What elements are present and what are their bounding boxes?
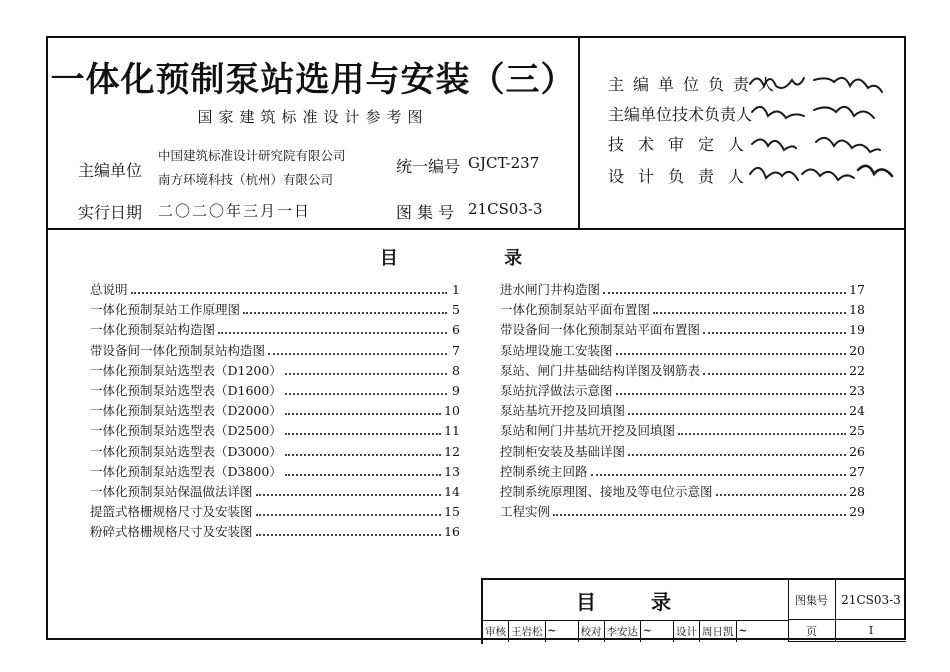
- toc-entry-page: 23: [849, 382, 865, 398]
- toc-entry-title: 一体化预制泵站平面布置图: [500, 302, 651, 318]
- toc-entry-page: 13: [444, 463, 460, 479]
- toc-entry: [500, 381, 865, 401]
- toc-entry-title: 一体化预制泵站选型表（D1600）: [90, 382, 282, 398]
- toc-entry: [500, 300, 865, 320]
- toc-leader-dots: [591, 473, 847, 476]
- toc-entry-page: 10: [444, 403, 460, 419]
- toc-entry: [90, 462, 460, 482]
- toc-entry-page: 25: [849, 423, 865, 439]
- toc-leader-dots: [131, 291, 447, 294]
- toc-entry-page: 22: [849, 362, 865, 378]
- resp-tech-reviewer: 技术审定人: [608, 135, 759, 154]
- toc-leader-dots: [285, 473, 441, 476]
- toc-leader-dots: [268, 352, 447, 355]
- handwritten-signature: [748, 66, 898, 196]
- toc-entry-title: 总说明: [90, 282, 128, 297]
- toc-entry-title: 提篮式格栅规格尺寸及安装图: [90, 504, 253, 520]
- toc-entry-page: 8: [452, 362, 460, 378]
- toc-leader-dots: [218, 331, 447, 334]
- toc-entry-page: 15: [444, 504, 460, 520]
- toc-entry-page: 18: [849, 302, 865, 318]
- toc-entry-title: 泵站和闸门井基坑开挖及回填图: [500, 423, 676, 439]
- toc-entry: [90, 442, 460, 462]
- toc-leader-dots: [628, 412, 846, 415]
- toc-entry-page: 16: [444, 524, 460, 540]
- tb-design-label: 设计: [674, 620, 700, 642]
- toc-leader-dots: [256, 493, 442, 496]
- toc-leader-dots: [678, 432, 846, 435]
- toc-leader-dots: [243, 311, 447, 314]
- toc-entry: [90, 401, 460, 421]
- toc-entry: [90, 421, 460, 441]
- toc-entry-title: 控制柜安装及基础详图: [500, 443, 626, 459]
- toc-leader-dots: [285, 372, 447, 375]
- toc-entry-page: 26: [849, 443, 865, 459]
- toc-entry-page: 14: [444, 483, 460, 499]
- toc-entry: [90, 280, 460, 300]
- toc-entry: [90, 381, 460, 401]
- editor-unit-2: 南方环境科技（杭州）有限公司: [158, 172, 334, 187]
- toc-entry-title: 泵站、闸门井基础结构详图及钢筋表: [500, 362, 701, 378]
- toc-entry-page: 17: [849, 282, 865, 297]
- toc-entry: [500, 482, 865, 502]
- toc-entry-title: 一体化预制泵站保温做法详图: [90, 483, 253, 499]
- toc-entry-title: 一体化预制泵站选型表（D1200）: [90, 362, 282, 378]
- title-block: [481, 578, 906, 644]
- toc-entry-title: 粉碎式格栅规格尺寸及安装图: [90, 524, 253, 540]
- toc-entry: [500, 401, 865, 421]
- toc-entry: [500, 341, 865, 361]
- toc-entry-title: 控制系统主回路: [500, 463, 588, 479]
- toc-heading: 目 录: [379, 248, 573, 269]
- tb-checker-signature: ~: [641, 620, 674, 642]
- tb-reviewer: 王岩松: [509, 620, 546, 642]
- tb-designer: 周日凯: [700, 620, 737, 642]
- toc-entry-page: 27: [849, 463, 865, 479]
- toc-entry-page: 29: [849, 504, 865, 520]
- tb-checker: 李安达: [605, 620, 642, 642]
- toc-entry-page: 19: [849, 322, 865, 338]
- toc-entry: [500, 280, 865, 300]
- toc-leader-dots: [285, 392, 447, 395]
- toc-entry: [90, 502, 460, 522]
- header-left: [48, 38, 580, 228]
- toc-leader-dots: [628, 453, 846, 456]
- toc-entry: [500, 502, 865, 522]
- tb-reviewer-signature: ~: [546, 620, 579, 642]
- tb-check-label: 校对: [579, 620, 605, 642]
- toc-leader-dots: [716, 493, 847, 496]
- toc-leader-dots: [653, 311, 846, 314]
- title-block-name: 目 录: [483, 580, 789, 621]
- toc-entry-page: 11: [444, 423, 460, 439]
- toc-entry-title: 泵站抗浮做法示意图: [500, 382, 613, 398]
- toc-entry: [500, 462, 865, 482]
- toc-leader-dots: [285, 412, 441, 415]
- toc-entry: [500, 421, 865, 441]
- tb-page-no: I: [836, 620, 906, 642]
- toc-leader-dots: [616, 352, 847, 355]
- toc-entry-page: 5: [452, 302, 460, 318]
- editor-label: 主编单位: [78, 161, 143, 180]
- resp-tech-lead: 主编单位技术负责人: [608, 105, 753, 124]
- date-label: 实行日期: [78, 203, 143, 222]
- toc-leader-dots: [256, 533, 442, 536]
- toc-entry-title: 带设备间一体化预制泵站平面布置图: [500, 322, 701, 338]
- toc-entry-title: 泵站基坑开挖及回填图: [500, 403, 626, 419]
- resp-chief-editor: 主编单位负责人: [608, 75, 784, 94]
- toc-entry: [500, 442, 865, 462]
- toc-entry-page: 28: [849, 483, 865, 499]
- tb-atlas-label: 图集号: [788, 580, 836, 620]
- toc-leader-dots: [616, 392, 847, 395]
- toc-entry-title: 控制系统原理图、接地及等电位示意图: [500, 483, 713, 499]
- toc-right-column: [500, 280, 865, 522]
- toc-entry: [90, 320, 460, 340]
- tb-page-label: 页: [788, 620, 836, 642]
- toc-entry-page: 24: [849, 403, 865, 419]
- toc-leader-dots: [285, 432, 441, 435]
- toc-entry-title: 一体化预制泵站选型表（D2500）: [90, 423, 282, 439]
- toc-entry: [90, 300, 460, 320]
- toc-leader-dots: [703, 372, 846, 375]
- toc-entry-page: 20: [849, 342, 865, 358]
- toc-entry-title: 工程实例: [500, 504, 551, 520]
- tb-atlas-no: 21CS03-3: [836, 580, 906, 620]
- toc-leader-dots: [285, 453, 441, 456]
- toc-entry-page: 7: [452, 342, 460, 358]
- tb-review-label: 审核: [483, 620, 509, 642]
- uniform-no: GJCT-237: [468, 154, 540, 172]
- editor-unit-1: 中国建筑标准设计研究院有限公司: [158, 148, 346, 163]
- toc-entry-page: 12: [444, 443, 460, 459]
- toc-leader-dots: [703, 331, 846, 334]
- atlas-subtitle: 国家建筑标准设计参考图: [197, 108, 429, 126]
- atlas-no-label: 图 集 号: [396, 203, 455, 222]
- toc-leader-dots: [256, 513, 442, 516]
- toc-entry-page: 1: [452, 282, 460, 297]
- toc-leader-dots: [553, 513, 846, 516]
- toc-entry-title: 泵站埋设施工安装图: [500, 342, 613, 358]
- toc-leader-dots: [603, 291, 846, 294]
- atlas-no: 21CS03-3: [468, 200, 543, 218]
- header-block: [48, 38, 904, 230]
- tb-approval-row: [483, 620, 789, 642]
- toc-entry-title: 一体化预制泵站选型表（D3800）: [90, 463, 282, 479]
- toc-entry: [90, 482, 460, 502]
- tb-designer-signature: ~: [738, 625, 748, 637]
- toc-entry: [90, 522, 460, 542]
- effective-date: 二〇二〇年三月一日: [158, 202, 312, 220]
- toc-entry-title: 进水闸门井构造图: [500, 282, 601, 297]
- toc-entry: [90, 361, 460, 381]
- toc-entry: [500, 361, 865, 381]
- toc-entry-title: 带设备间一体化预制泵站构造图: [90, 342, 266, 358]
- toc-entry-title: 一体化预制泵站工作原理图: [90, 302, 241, 318]
- drawing-frame: [46, 36, 906, 640]
- toc-entry-title: 一体化预制泵站选型表（D3000）: [90, 443, 282, 459]
- toc-entry: [90, 341, 460, 361]
- resp-design-lead: 设计负责人: [608, 167, 759, 186]
- toc-entry-title: 一体化预制泵站构造图: [90, 322, 216, 338]
- toc-entry: [500, 320, 865, 340]
- atlas-title: 一体化预制泵站选用与安装（三）: [50, 60, 576, 100]
- toc-entry-title: 一体化预制泵站选型表（D2000）: [90, 403, 282, 419]
- uniform-no-label: 统一编号: [396, 157, 461, 176]
- toc-entry-page: 6: [452, 322, 460, 338]
- toc-left-column: [90, 280, 460, 542]
- toc-entry-page: 9: [452, 382, 460, 398]
